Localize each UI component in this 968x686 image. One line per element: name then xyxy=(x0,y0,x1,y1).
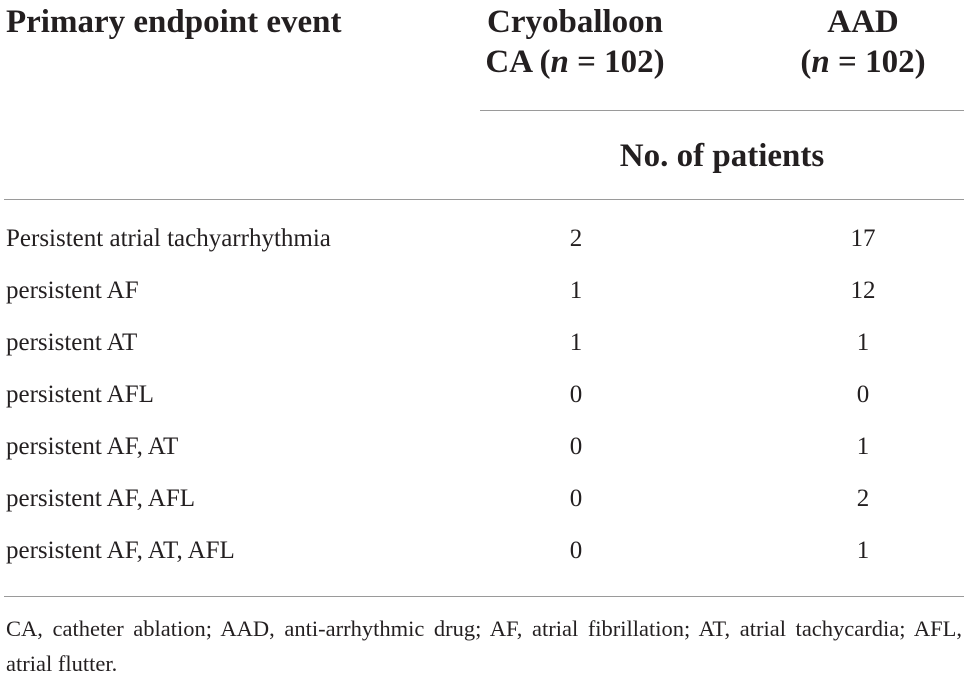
row-cryo-value: 0 xyxy=(569,381,583,408)
row-label: persistent AF xyxy=(6,277,139,304)
column-header-cryoballoon-line1: Cryoballoon xyxy=(486,4,664,40)
row-cryo-value: 0 xyxy=(569,485,583,512)
table-row xyxy=(0,374,968,426)
row-label: persistent AF, AT xyxy=(6,433,179,460)
table-row xyxy=(0,218,968,270)
table-row xyxy=(0,426,968,478)
table-body xyxy=(0,218,968,582)
table-row xyxy=(0,478,968,530)
table-row xyxy=(0,322,968,374)
row-cryo-value: 1 xyxy=(569,277,583,304)
aad-n-prefix: ( xyxy=(800,44,812,80)
header-divider xyxy=(4,199,964,200)
row-aad-value: 1 xyxy=(856,433,870,460)
row-cryo-value: 0 xyxy=(569,433,583,460)
cryo-n-prefix: CA ( xyxy=(485,44,551,80)
column-header-event: Primary endpoint event xyxy=(6,4,342,40)
column-header-cryoballoon-line2 xyxy=(460,42,690,82)
row-cryo-value: 2 xyxy=(569,225,583,252)
table-bottom-divider xyxy=(4,596,964,597)
aad-n-suffix: = 102) xyxy=(829,44,926,80)
subheader-divider xyxy=(480,110,964,111)
row-label: persistent AF, AFL xyxy=(6,485,195,512)
row-label: Persistent atrial tachyarrhythmia xyxy=(6,225,331,252)
column-header-aad xyxy=(752,2,968,82)
row-label: persistent AT xyxy=(6,329,138,356)
row-cryo-value: 1 xyxy=(569,329,583,356)
table-row xyxy=(0,270,968,322)
row-aad-value: 1 xyxy=(856,329,870,356)
row-aad-value: 1 xyxy=(856,537,870,564)
row-aad-value: 0 xyxy=(856,381,870,408)
column-header-cryoballoon xyxy=(460,2,690,82)
column-header-aad-line1: AAD xyxy=(827,4,899,40)
row-aad-value: 2 xyxy=(856,485,870,512)
row-aad-value: 17 xyxy=(850,225,876,252)
table-row xyxy=(0,530,968,582)
table-footnote: CA, catheter ablation; AAD, anti-arrhythmic drug; AF, atrial fibrillation; AT, atrial tachycardia; AFL, atrial flutter. xyxy=(6,616,962,676)
aad-n-symbol: n xyxy=(811,44,830,80)
row-label: persistent AFL xyxy=(6,381,154,408)
row-cryo-value: 0 xyxy=(569,537,583,564)
subheader-no-of-patients: No. of patients xyxy=(619,138,825,174)
row-label: persistent AF, AT, AFL xyxy=(6,537,235,564)
cryo-n-symbol: n xyxy=(550,44,569,80)
row-aad-value: 12 xyxy=(850,277,876,304)
cryo-n-suffix: = 102) xyxy=(568,44,665,80)
column-header-aad-line2 xyxy=(752,42,968,82)
